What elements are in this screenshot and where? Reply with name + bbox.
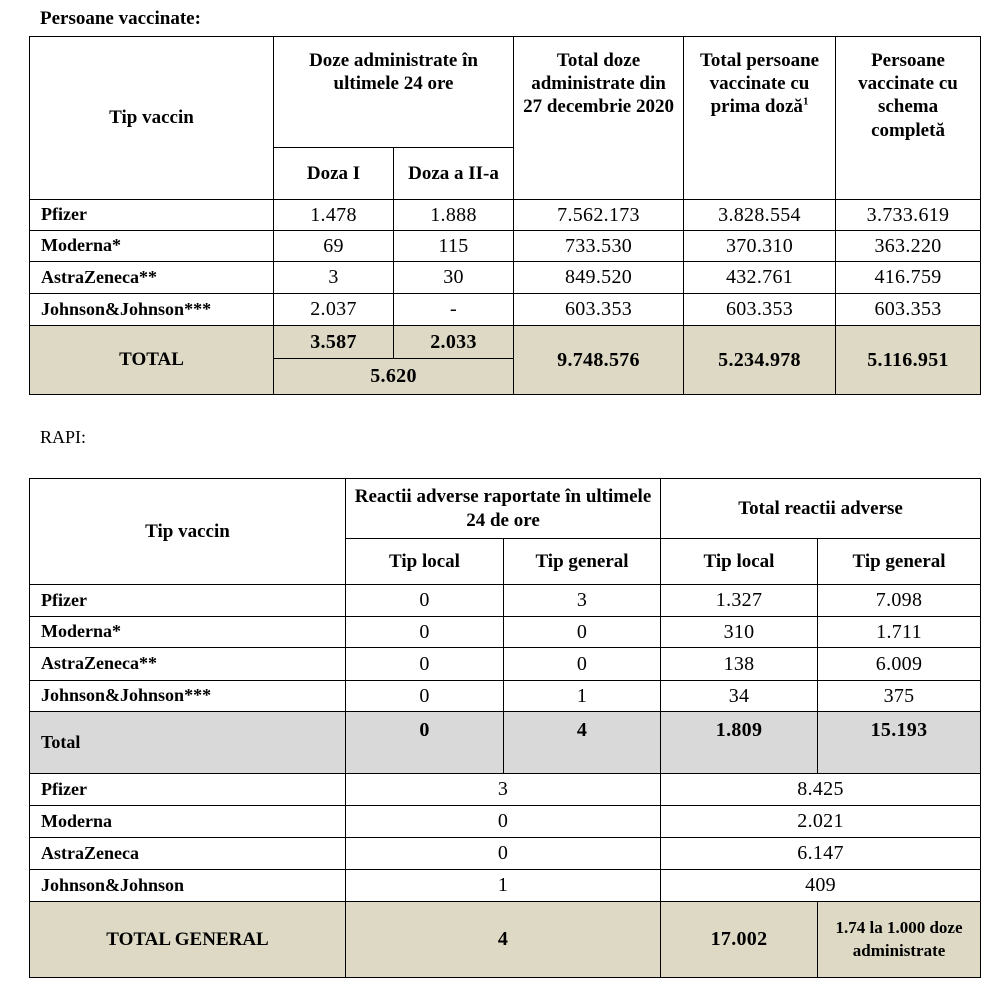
cell-total-doze: 733.530	[514, 231, 684, 262]
cell-local-total: 138	[661, 648, 818, 681]
cell-doza-2: 1.888	[394, 200, 514, 231]
header-doze-24h: Doze administrate în ultimele 24 ore	[274, 37, 514, 148]
table-row	[30, 262, 981, 294]
table-row	[30, 200, 981, 231]
row-label: Johnson&Johnson	[30, 870, 346, 902]
cell-doza-1: 2.037	[274, 294, 394, 326]
summary-row	[30, 806, 981, 838]
rapi-header-total: Total reactii adverse	[661, 479, 981, 539]
total-row	[30, 326, 981, 359]
total-prima-doza: 5.234.978	[684, 326, 836, 395]
cell-general-total: 1.711	[818, 617, 981, 648]
vaccinated-table	[29, 36, 981, 395]
header-total-prima-doza-text: Total persoane vaccinate cu prima doză	[699, 50, 820, 118]
summary-row	[30, 774, 981, 806]
cell-schema-completa: 3.733.619	[836, 200, 981, 231]
cell-general-24h: 0	[504, 648, 661, 681]
rapi-header-general-total: Tip general	[818, 539, 981, 585]
row-label: Johnson&Johnson***	[30, 294, 274, 326]
row-label: AstraZeneca**	[30, 262, 274, 294]
row-label: Moderna*	[30, 231, 274, 262]
row-label: Moderna*	[30, 617, 346, 648]
cell-schema-completa: 603.353	[836, 294, 981, 326]
cell-doza-1: 1.478	[274, 200, 394, 231]
cell-local-total: 310	[661, 617, 818, 648]
row-label: AstraZeneca	[30, 838, 346, 870]
footnote-mark: 1	[802, 96, 809, 109]
table-row	[30, 617, 981, 648]
header-doza-1: Doza I	[274, 148, 394, 200]
summary-row	[30, 838, 981, 870]
total-24h-sum: 5.620	[274, 359, 514, 395]
row-label: Moderna	[30, 806, 346, 838]
cell-total-doze: 849.520	[514, 262, 684, 294]
rapi-header-24h: Reactii adverse raportate în ultimele 24 de ore	[346, 479, 661, 539]
cell-total-doze: 603.353	[514, 294, 684, 326]
cell-general-total: 375	[818, 681, 981, 712]
table-row	[30, 231, 981, 262]
cell-schema-completa: 363.220	[836, 231, 981, 262]
row-label: Johnson&Johnson***	[30, 681, 346, 712]
rapi-header-tip-vaccin: Tip vaccin	[30, 479, 346, 585]
cell-doza-2: 115	[394, 231, 514, 262]
cell-local-24h: 0	[346, 681, 504, 712]
cell-local-24h: 0	[346, 585, 504, 617]
cell-prima-doza: 370.310	[684, 231, 836, 262]
cell-summary-24h: 0	[346, 806, 661, 838]
vaccinated-title: Persoane vaccinate:	[40, 8, 201, 29]
cell-summary-total: 6.147	[661, 838, 981, 870]
header-total-doze: Total doze administrate din 27 decembrie 2020	[514, 37, 684, 200]
rapi-total-label: Total	[30, 712, 346, 774]
cell-doza-2: 30	[394, 262, 514, 294]
total-doze: 9.748.576	[514, 326, 684, 395]
grand-total-24h: 4	[346, 902, 661, 978]
cell-local-total: 34	[661, 681, 818, 712]
rapi-total-local-24h: 0	[346, 712, 504, 774]
header-total-prima-doza	[684, 37, 836, 200]
rapi-header-local-24h: Tip local	[346, 539, 504, 585]
cell-local-24h: 0	[346, 648, 504, 681]
table-row	[30, 681, 981, 712]
row-label: AstraZeneca**	[30, 648, 346, 681]
cell-schema-completa: 416.759	[836, 262, 981, 294]
total-schema-completa: 5.116.951	[836, 326, 981, 395]
row-label: Pfizer	[30, 774, 346, 806]
rapi-total-general-24h: 4	[504, 712, 661, 774]
row-label: Pfizer	[30, 585, 346, 617]
cell-summary-24h: 3	[346, 774, 661, 806]
cell-local-24h: 0	[346, 617, 504, 648]
total-doza-2: 2.033	[394, 326, 514, 359]
rapi-total-row	[30, 712, 981, 774]
cell-total-doze: 7.562.173	[514, 200, 684, 231]
rapi-header-local-total: Tip local	[661, 539, 818, 585]
cell-summary-total: 409	[661, 870, 981, 902]
cell-general-total: 7.098	[818, 585, 981, 617]
table-row	[30, 294, 981, 326]
cell-summary-total: 2.021	[661, 806, 981, 838]
total-doza-1: 3.587	[274, 326, 394, 359]
cell-general-24h: 3	[504, 585, 661, 617]
cell-summary-24h: 0	[346, 838, 661, 870]
rapi-table	[29, 478, 981, 978]
header-schema-completa: Persoane vaccinate cu schema completă	[836, 37, 981, 200]
grand-total-label: TOTAL GENERAL	[30, 902, 346, 978]
table-row	[30, 648, 981, 681]
rapi-total-local-total: 1.809	[661, 712, 818, 774]
cell-general-24h: 1	[504, 681, 661, 712]
row-label: Pfizer	[30, 200, 274, 231]
header-doza-2: Doza a II-a	[394, 148, 514, 200]
cell-doza-1: 3	[274, 262, 394, 294]
rapi-title: RAPI:	[40, 427, 87, 447]
rapi-total-general-total: 15.193	[818, 712, 981, 774]
cell-general-total: 6.009	[818, 648, 981, 681]
cell-prima-doza: 603.353	[684, 294, 836, 326]
summary-row	[30, 870, 981, 902]
cell-doza-1: 69	[274, 231, 394, 262]
table-row	[30, 585, 981, 617]
grand-total-row	[30, 902, 981, 978]
grand-total-total: 17.002	[661, 902, 818, 978]
header-tip-vaccin: Tip vaccin	[30, 37, 274, 200]
cell-local-total: 1.327	[661, 585, 818, 617]
cell-prima-doza: 432.761	[684, 262, 836, 294]
rapi-header-general-24h: Tip general	[504, 539, 661, 585]
cell-doza-2: -	[394, 294, 514, 326]
cell-prima-doza: 3.828.554	[684, 200, 836, 231]
cell-general-24h: 0	[504, 617, 661, 648]
cell-summary-total: 8.425	[661, 774, 981, 806]
total-label: TOTAL	[30, 326, 274, 395]
grand-total-rate: 1.74 la 1.000 doze administrate	[818, 902, 981, 978]
cell-summary-24h: 1	[346, 870, 661, 902]
